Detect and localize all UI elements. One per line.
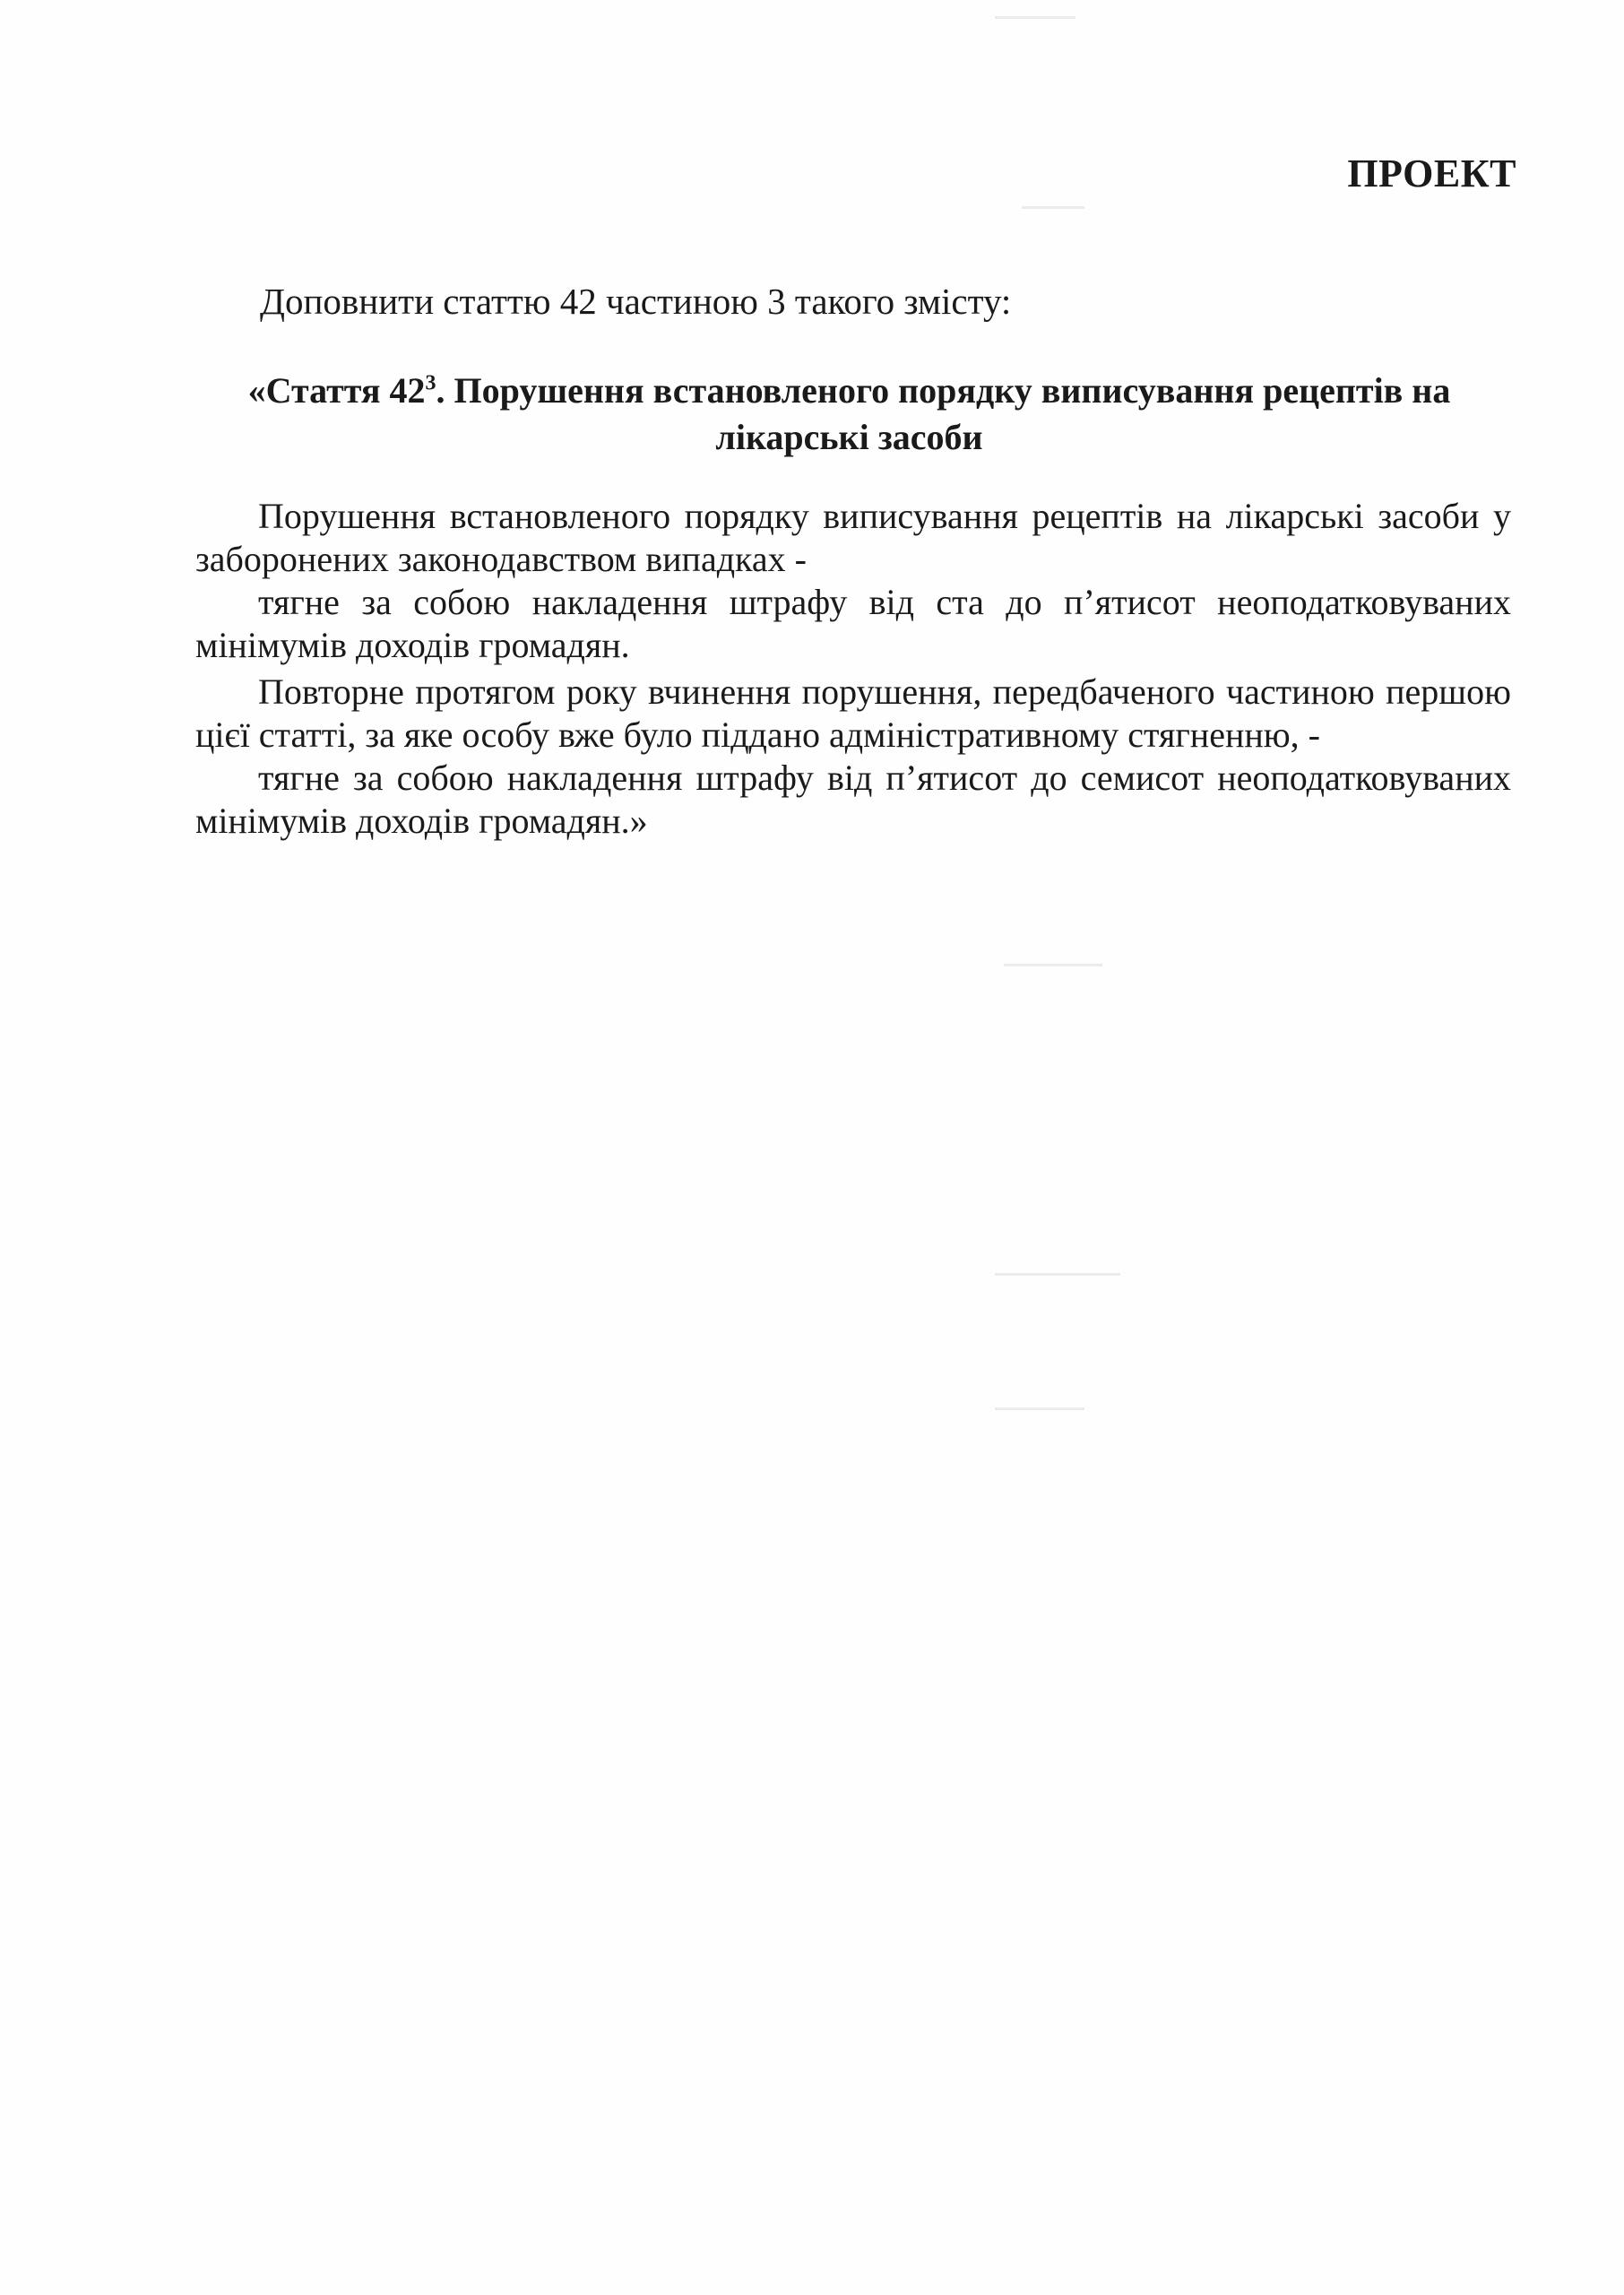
intro-line: Доповнити статтю 42 частиною 3 такого змісту: (260, 281, 1012, 322)
article-body (195, 495, 1511, 843)
scan-artifact (995, 1407, 1084, 1410)
article-heading (193, 368, 1506, 461)
paragraph: Повторне протягом року вчинення порушення, передбаченого частиною першою цієї статті, за яке особу вже було піддано адміністративному стягненню, - (195, 671, 1511, 755)
draft-stamp: ПРОЕКТ (1347, 152, 1516, 195)
paragraph: тягне за собою накладення штрафу від ста до п’ятисот неоподатковуваних мінімумів доходів громадян. (195, 582, 1511, 665)
article-heading-prefix: «Стаття 42 (247, 370, 426, 411)
scan-artifact (1022, 206, 1084, 209)
scan-artifact (995, 1273, 1120, 1276)
scan-artifact (995, 16, 1075, 19)
article-heading-superscript: 3 (425, 371, 436, 395)
paragraph: тягне за собою накладення штрафу від п’ятисот до семисот неоподатковуваних мінімумів доходів громадян.» (195, 758, 1511, 841)
paragraph: Порушення встановленого порядку виписування рецептів на лікарські засоби у заборонених законодавством випадках - (195, 496, 1511, 579)
article-heading-title: . Порушення встановленого порядку виписування рецептів на лікарські засоби (436, 370, 1451, 457)
scan-artifact (1004, 964, 1102, 966)
